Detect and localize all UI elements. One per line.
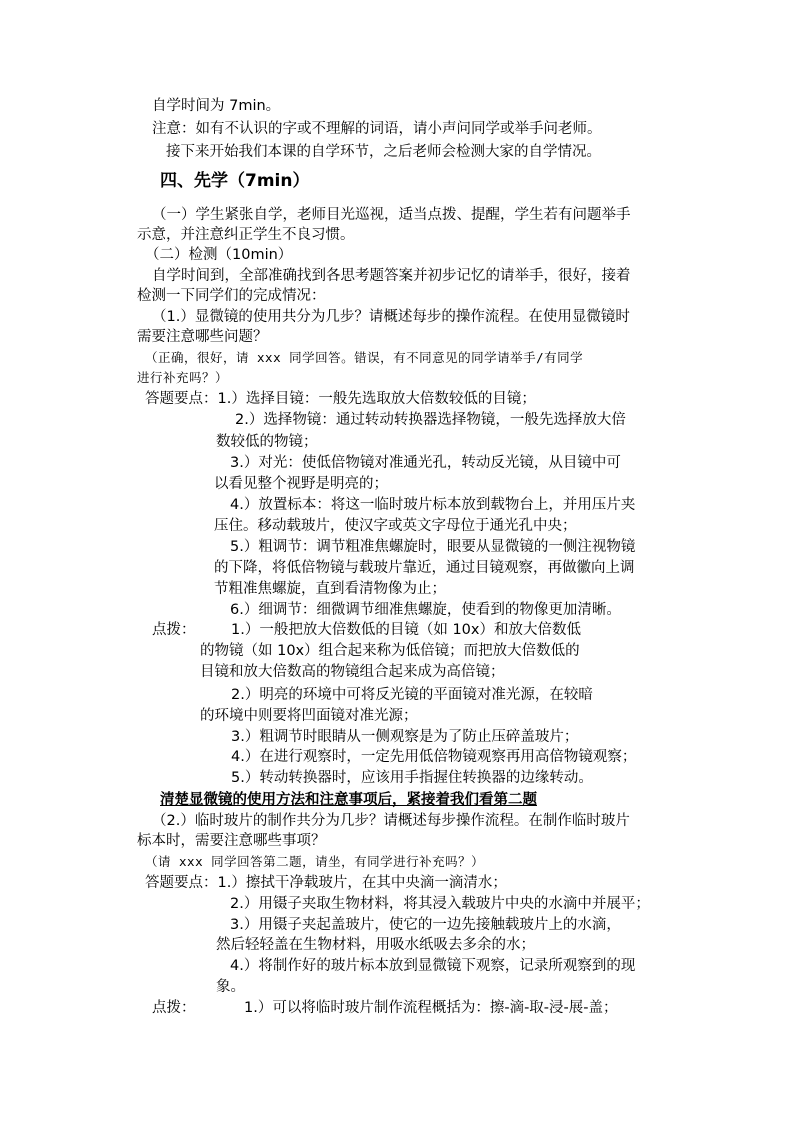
answer-line: 然后轻轻盖在生物材料，用吸水纸吸去多余的水； [216,937,535,953]
transition-line: 清楚显微镜的使用方法和注意事项后，紧接着我们看第二题 [160,792,537,808]
answer-line: 数较低的物镜； [216,434,318,450]
text-line: 注意：如有不认识的字或不理解的词语，请小声问同学或举手问老师。 [152,121,602,137]
teacher-note: 进行补充吗？） [137,370,229,385]
answer-line: 2.）用镊子夹取生物材料，将其浸入载玻片中央的水滴中并展平； [230,896,650,912]
answer-line: 3.）用镊子夹起盖玻片，使它的一边先接触载玻片上的水滴， [230,917,621,933]
answer-line: 压住。移动载玻片，使汉字或英文字母位于通光孔中央； [214,518,577,534]
text-line: 检测一下同学们的完成情况： [137,288,326,304]
answer-line: 答题要点：1.）擦拭干净载玻片，在其中央滴一滴清水； [145,875,507,891]
tip-line: 的物镜（如 10x）组合起来称为低倍镜；而把放大倍数低的 [200,643,580,659]
question-line: （1.）显微镜的使用共分为几步？请概述每步的操作流程。在使用显微镜时 [152,309,630,325]
answer-line: 答题要点：1.）选择目镜：一般先选取放大倍数较低的目镜； [145,391,536,407]
tip-line: 1.）一般把放大倍数低的目镜（如 10x）和放大倍数低 [231,622,581,638]
answer-line: 4.）将制作好的玻片标本放到显微镜下观察，记录所观察到的现 [230,958,636,974]
answer-line: 象。 [216,979,245,995]
question-line: 标本时，需要注意哪些事项？ [137,833,326,849]
text-line: （二）检测（10min） [145,247,293,263]
question-line: （2.）临时玻片的制作共分为几步？请概述每步操作流程。在制作临时玻片 [152,813,630,829]
tip-label: 点拨： [152,622,196,638]
text-line: 示意，并注意纠正学生不良习惯。 [137,227,355,243]
answer-line: 2.）选择物镜：通过转动转换器选择物镜，一般先选择放大倍 [235,412,626,428]
section-heading: 四、先学（7min） [160,171,310,191]
answer-line: 的下降，将低倍物镜与载玻片靠近，通过目镜观察，再做徽向上调 [214,560,635,576]
tip-line: 3.）粗调节时眼睛从一侧观察是为了防止压碎盖玻片； [231,729,579,745]
tip-line: 目镜和放大倍数高的物镜组合起来成为高倍镜； [200,664,505,680]
teacher-note: （请 xxx 同学回答第二题，请坐，有同学进行补充吗？） [145,854,485,869]
question-line: 需要注意哪些问题？ [137,329,268,345]
tip-line: 2.）明亮的环境中可将反光镜的平面镜对准光源，在较暗 [231,687,593,703]
text-line: 接下来开始我们本课的自学环节，之后老师会检测大家的自学情况。 [166,144,601,160]
tip-line: 4.）在进行观察时，一定先用低倍物镜观察再用高倍物镜观察； [231,749,637,765]
text-line: 自学时间为 7min。 [152,98,281,114]
tip-line: 的环境中则要将凹面镜对准光源； [200,708,418,724]
answer-line: 4.）放置标本：将这一临时玻片标本放到载物台上，并用压片夹 [230,497,636,513]
tip-line: 1.）可以将临时玻片制作流程概括为：擦-滴-取-浸-展-盖； [244,1000,618,1016]
teacher-note: （正确，很好，请 xxx 同学回答。错误，有不同意见的同学请举手/有同学 [145,350,584,365]
answer-line: 6.）细调节：细微调节细准焦螺旋，使看到的物像更加清晰。 [230,602,621,618]
text-line: 自学时间到，全部准确找到各思考题答案并初步记忆的请举手，很好，接着 [152,268,631,284]
answer-line: 3.）对光：使低倍物镜对准通光孔，转动反光镜，从目镜中可 [230,455,621,471]
text-line: （一）学生紧张自学，老师目光巡视，适当点拨、提醒，学生若有问题举手 [152,207,631,223]
answer-line: 5.）粗调节：调节粗准焦螺旋时，眼要从显微镜的一侧注视物镜 [230,539,636,555]
answer-line: 节粗准焦螺旋，直到看清物像为止； [214,581,446,597]
tip-line: 5.）转动转换器时，应该用手指握住转换器的边缘转动。 [231,770,593,786]
tip-label: 点拨： [152,1000,196,1016]
answer-line: 以看见整个视野是明亮的； [214,476,388,492]
